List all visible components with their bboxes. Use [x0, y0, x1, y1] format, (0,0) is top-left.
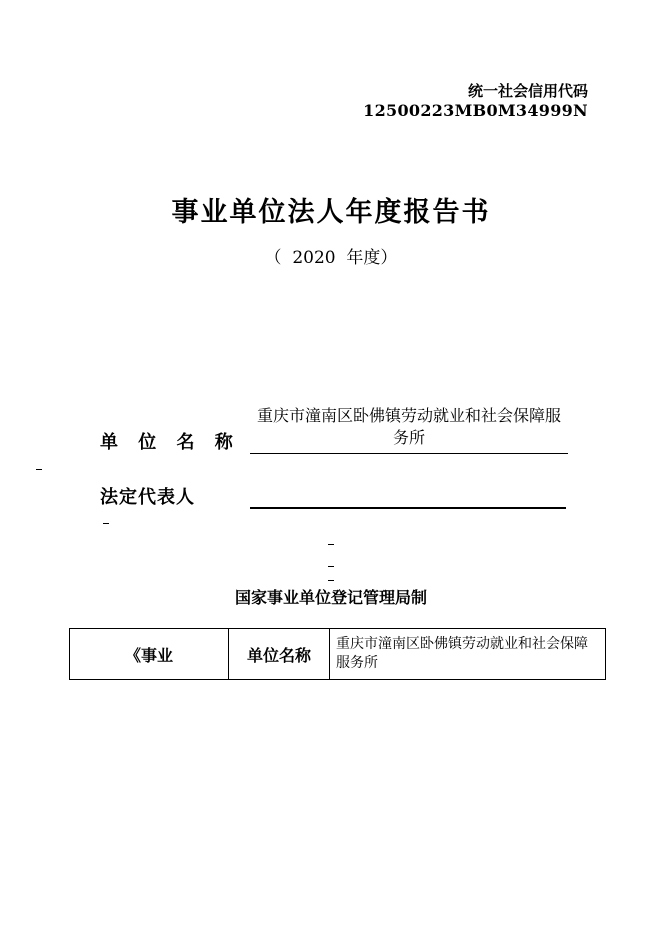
- year-open-paren: （: [264, 248, 293, 268]
- stray-mark: [328, 580, 334, 581]
- stray-mark: [36, 469, 42, 470]
- legal-rep-label: 法定代表人: [100, 487, 195, 508]
- document-title: 事业单位法人年度报告书: [171, 197, 491, 228]
- report-year-line: [0, 243, 662, 268]
- unit-info-table: [69, 628, 606, 680]
- unit-name-underline: [250, 453, 568, 454]
- unit-name-label: 单 位 名 称: [100, 432, 240, 453]
- report-year: 2020: [292, 248, 336, 268]
- year-close-text: 年度）: [335, 248, 398, 268]
- stray-mark: [103, 523, 109, 524]
- credit-code-label: 统一社会信用代码: [467, 82, 588, 100]
- table-cell-field-label: 单位名称: [229, 629, 330, 680]
- stray-mark: [328, 566, 334, 567]
- legal-rep-underline: [250, 507, 566, 509]
- table-cell-category: 《事业: [70, 629, 229, 680]
- table-cell-unit-name: 重庆市潼南区卧佛镇劳动就业和社会保障服务所: [330, 629, 606, 680]
- unit-name-value: 重庆市潼南区卧佛镇劳动就业和社会保障服务所: [256, 406, 561, 447]
- stray-mark: [328, 544, 334, 545]
- credit-code-value: 12500223MB0M34999N: [363, 101, 588, 120]
- table-row: [70, 629, 606, 680]
- issuing-authority: 国家事业单位登记管理局制: [234, 588, 427, 607]
